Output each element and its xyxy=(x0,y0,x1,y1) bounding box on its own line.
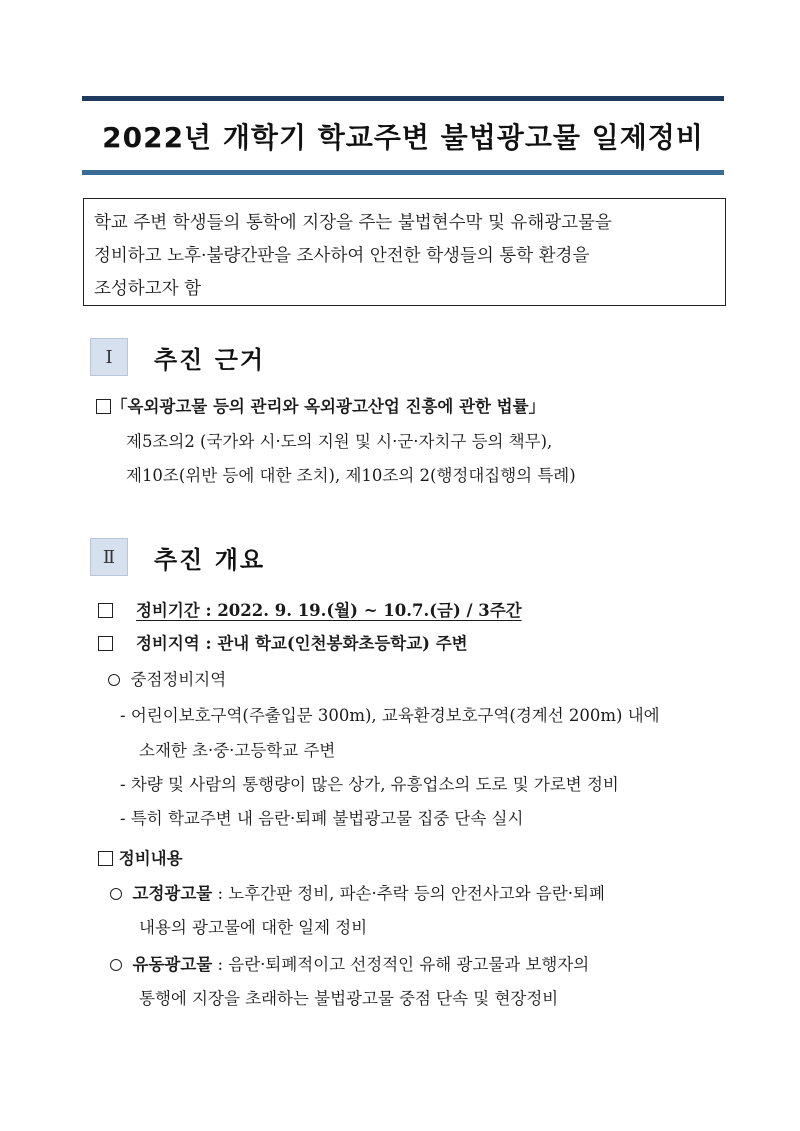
law-line: 제5조의2 (국가와 시·도의 지원 및 시·군·자치구 등의 책무), xyxy=(126,432,553,451)
content-label: 정비내용 xyxy=(118,849,183,868)
focus-item: - 특히 학교주변 내 음란·퇴폐 불법광고물 집중 단속 실시 xyxy=(120,809,524,828)
section-title-1: 추진 근거 xyxy=(154,345,266,374)
section-title-2: 추진 개요 xyxy=(154,545,266,574)
summary-line: 조성하고자 함 xyxy=(94,279,201,299)
circle-bullet-icon xyxy=(110,959,122,971)
law-title-item xyxy=(96,393,545,417)
focus-item: - 어린이보호구역(주출입문 300m), 교육환경보호구역(경계선 200m) 내에 xyxy=(120,706,660,725)
summary-box xyxy=(83,198,726,306)
mobile-ad-item xyxy=(110,951,589,975)
title-top-rule xyxy=(82,96,724,101)
period-text: 정비기간 : 2022. 9. 19.(월) ~ 10.7.(금) / 3주간 xyxy=(135,601,522,620)
checkbox-square-icon xyxy=(98,603,113,618)
circle-bullet-icon xyxy=(108,674,120,686)
section-heading-2 xyxy=(90,538,265,576)
section-number-2: Ⅱ xyxy=(90,538,128,576)
focus-item-continued: 소재한 초·중·고등학교 주변 xyxy=(139,741,336,760)
circle-bullet-icon xyxy=(110,888,122,900)
mobile-ad-continued: 통행에 지장을 초래하는 불법광고물 중점 단속 및 현장정비 xyxy=(139,989,559,1008)
checkbox-square-icon xyxy=(98,851,113,866)
fixed-ad-item xyxy=(110,880,605,904)
law-line: 제10조(위반 등에 대한 조치), 제10조의 2(행정대집행의 특례) xyxy=(126,466,576,485)
section-number-1: Ⅰ xyxy=(90,338,128,376)
area-text: 정비지역 : 관내 학교(인천봉화초등학교) 주변 xyxy=(135,634,468,653)
focus-item: - 차량 및 사람의 통행량이 많은 상가, 유흥업소의 도로 및 가로변 정비 xyxy=(120,775,619,794)
summary-line: 학교 주변 학생들의 통학에 지장을 주는 불법현수막 및 유해광고물을 xyxy=(94,213,612,233)
content-heading xyxy=(98,845,183,869)
section-heading-1 xyxy=(90,338,265,376)
fixed-ad-continued: 내용의 광고물에 대한 일제 정비 xyxy=(139,918,368,937)
checkbox-square-icon xyxy=(98,636,113,651)
period-item xyxy=(98,597,522,621)
focus-heading xyxy=(108,666,226,690)
mobile-ad-label: 유동광고물 xyxy=(132,955,213,974)
focus-label: 중점정비지역 xyxy=(130,670,227,689)
fixed-ad-text: : 노후간판 정비, 파손·추락 등의 안전사고와 음란·퇴폐 xyxy=(212,884,605,903)
area-item xyxy=(98,630,468,654)
fixed-ad-label: 고정광고물 xyxy=(132,884,213,903)
law-title: 「옥외광고물 등의 관리와 옥외광고산업 진흥에 관한 법률」 xyxy=(111,397,546,416)
title-bottom-rule xyxy=(82,170,724,175)
document-title: 2022년 개학기 학교주변 불법광고물 일제정비 xyxy=(102,121,704,154)
checkbox-square-icon xyxy=(96,399,111,414)
summary-line: 정비하고 노후·불량간판을 조사하여 안전한 학생들의 통학 환경을 xyxy=(94,246,590,266)
mobile-ad-text: : 음란·퇴폐적이고 선정적인 유해 광고물과 보행자의 xyxy=(212,955,590,974)
